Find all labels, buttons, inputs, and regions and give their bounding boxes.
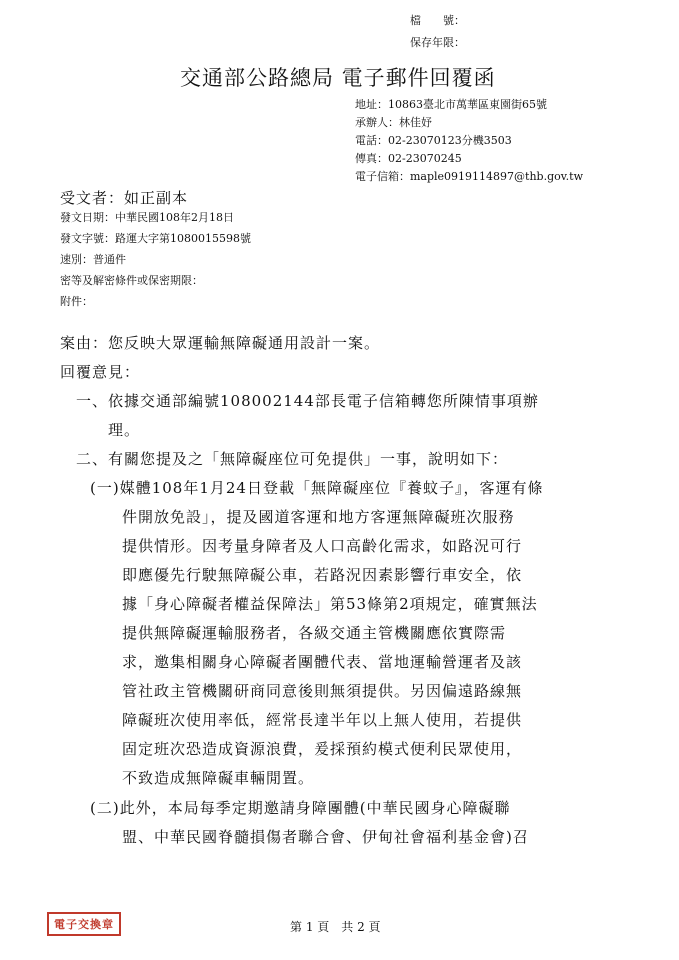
sender-handler: 承辦人：林佳妤 — [355, 116, 432, 129]
body-line: 管社政主管機關研商同意後則無須提供。另因偏遠路線無 — [122, 682, 523, 700]
body-line: 求，邀集相關身心障礙者團體代表、當地運輸營運者及該 — [122, 653, 523, 671]
reply-heading: 回覆意見： — [60, 363, 141, 381]
electronic-exchange-stamp: 電子交換章 — [47, 912, 121, 936]
sender-phone: 電話：02-23070123分機3503 — [355, 134, 512, 147]
body-line: 盟、中華民國脊髓損傷者聯合會、伊甸社會福利基金會)召 — [122, 828, 529, 846]
body-line: (二)此外，本局每季定期邀請身障團體(中華民國身心障礙聯 — [90, 799, 511, 817]
retention-period-label: 保存年限： — [410, 36, 465, 49]
body-line: (一)媒體108年1月24日登載「無障礙座位『養蚊子』，客運有條 — [90, 479, 544, 497]
speed-class: 速別：普通件 — [60, 253, 126, 266]
body-line: 一、依據交通部編號108002144部長電子信箱轉您所陳情事項辦 — [76, 392, 539, 410]
sender-fax: 傳真：02-23070245 — [355, 152, 462, 165]
document-title: 交通部公路總局 電子郵件回覆函 — [180, 66, 496, 90]
file-number-label: 檔 號： — [410, 14, 465, 27]
body-line: 固定班次恐造成資源浪費，爰採預約模式便利民眾使用， — [122, 740, 523, 758]
body-line: 即應優先行駛無障礙公車，若路況因素影響行車安全，依 — [122, 566, 523, 584]
body-line: 不致造成無障礙車輛閒置。 — [122, 769, 315, 787]
recipient: 受文者：如正副本 — [60, 189, 189, 207]
page-number: 第 1 頁 共 2 頁 — [290, 920, 381, 934]
document-number: 發文字號：路運大字第1080015598號 — [60, 232, 251, 245]
meta-block — [60, 207, 251, 312]
body-line: 提供情形。因考量身障者及人口高齡化需求，如路況可行 — [122, 537, 523, 555]
body-line: 理。 — [108, 421, 141, 439]
secrecy-level: 密等及解密條件或保密期限： — [60, 274, 203, 287]
issue-date: 發文日期：中華民國108年2月18日 — [60, 211, 234, 224]
body-line: 據「身心障礙者權益保障法」第53條第2項規定，確實無法 — [122, 595, 538, 613]
body-line: 障礙班次使用率低，經常長達半年以上無人使用，若提供 — [122, 711, 523, 729]
body-line: 二、有關您提及之「無障礙座位可免提供」一事，說明如下： — [76, 450, 509, 468]
sender-block — [355, 96, 583, 186]
subject: 案由：您反映大眾運輸無障礙通用設計一案。 — [60, 334, 381, 352]
attachment: 附件： — [60, 295, 93, 308]
body-line: 提供無障礙運輸服務者，各級交通主管機關應依實際需 — [122, 624, 507, 642]
sender-email: 電子信箱：maple0919114897@thb.gov.tw — [355, 170, 583, 183]
body-line: 件開放免設」，提及國道客運和地方客運無障礙班次服務 — [122, 508, 515, 526]
sender-address: 地址：10863臺北市萬華區東園街65號 — [355, 98, 547, 111]
